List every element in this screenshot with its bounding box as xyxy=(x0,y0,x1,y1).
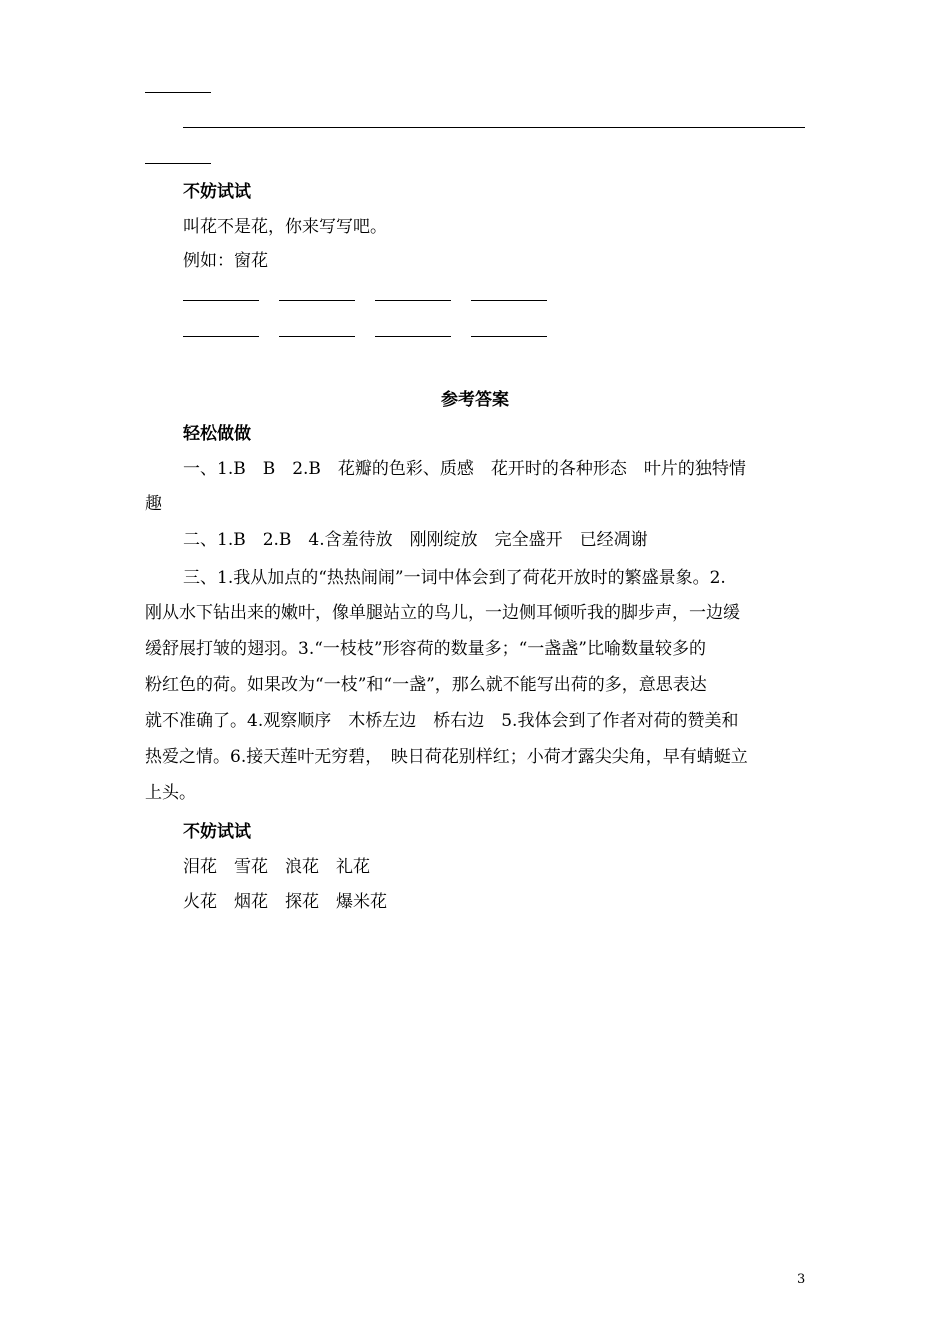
answer-line-short-2 xyxy=(145,163,211,164)
words-row-1: 泪花 雪花 浪花 礼花 xyxy=(183,857,370,877)
answer-line-full xyxy=(183,127,805,128)
practice-example: 例如：窗花 xyxy=(183,251,268,271)
answers-title: 参考答案 xyxy=(441,390,509,410)
answer-3-line: 热爱之情。6.接天莲叶无穷碧， 映日荷花别样红；小荷才露尖尖角，早有蜻蜓立 xyxy=(145,747,748,767)
section1-heading: 轻松做做 xyxy=(183,424,251,444)
answer-3-line: 上头。 xyxy=(145,783,196,803)
fill-blank xyxy=(183,300,259,301)
page-number: 3 xyxy=(797,1272,806,1287)
answer-2: 二、1.B 2.B 4.含羞待放 刚刚绽放 完全盛开 已经凋谢 xyxy=(183,530,648,550)
answer-3-line: 粉红色的荷。如果改为“一枝”和“一盏”，那么就不能写出荷的多，意思表达 xyxy=(145,675,707,695)
fill-blank xyxy=(471,336,547,337)
fill-blank xyxy=(279,300,355,301)
practice-heading: 不妨试试 xyxy=(183,182,251,202)
fill-blank xyxy=(375,300,451,301)
fill-blank xyxy=(279,336,355,337)
section2-heading: 不妨试试 xyxy=(183,822,251,842)
answer-3-line: 就不准确了。4.观察顺序 木桥左边 桥右边 5.我体会到了作者对荷的赞美和 xyxy=(145,711,739,731)
answer-1-line-2: 趣 xyxy=(145,494,162,514)
answer-1-line-1: 一、1.B B 2.B 花瓣的色彩、质感 花开时的各种形态 叶片的独特情 xyxy=(183,459,746,479)
answer-3-line: 三、1.我从加点的“热热闹闹”一词中体会到了荷花开放时的繁盛景象。2. xyxy=(183,568,726,588)
fill-blank xyxy=(471,300,547,301)
answer-3-line: 刚从水下钻出来的嫩叶，像单腿站立的鸟儿，一边侧耳倾听我的脚步声，一边缓 xyxy=(145,603,740,623)
answer-3-line: 缓舒展打皱的翅羽。3.“一枝枝”形容荷的数量多；“一盏盏”比喻数量较多的 xyxy=(145,639,706,659)
answer-line-short-1 xyxy=(145,92,211,93)
practice-prompt: 叫花不是花，你来写写吧。 xyxy=(183,217,387,237)
fill-blank xyxy=(375,336,451,337)
words-row-2: 火花 烟花 探花 爆米花 xyxy=(183,892,387,912)
fill-blank xyxy=(183,336,259,337)
